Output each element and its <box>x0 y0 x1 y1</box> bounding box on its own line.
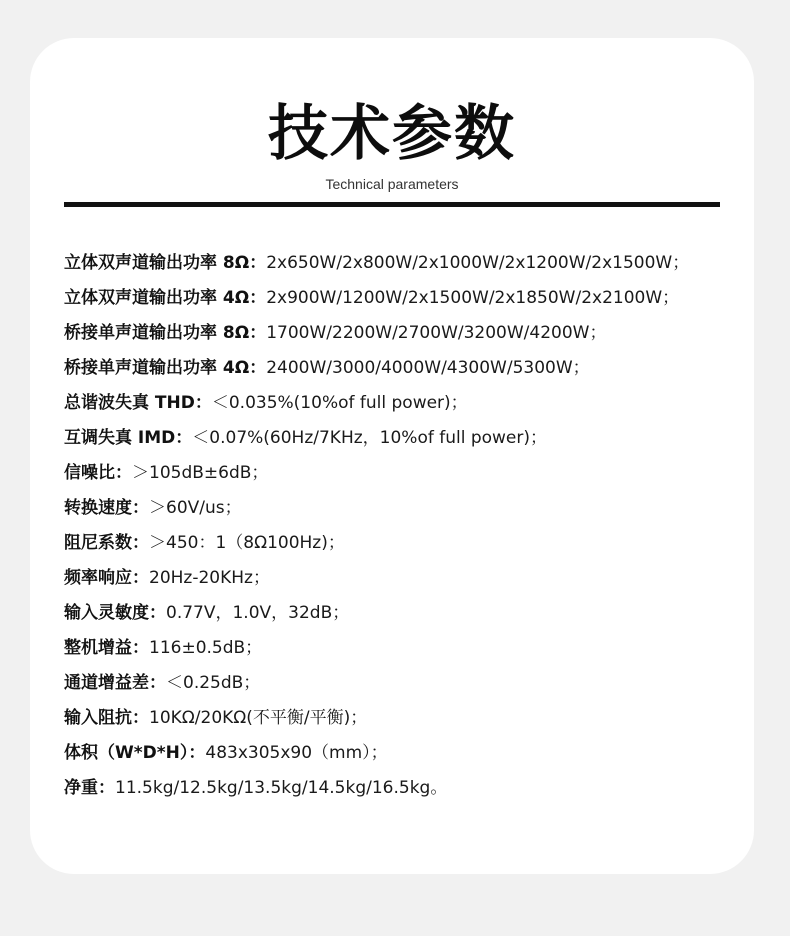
spec-value: ＜0.07%(60Hz/7KHz，10%of full power)； <box>192 428 548 448</box>
spec-label: 互调失真 IMD： <box>64 428 193 448</box>
spec-value: ＞60V/us； <box>149 498 242 518</box>
spec-value: ＜0.035%(10%of full power)； <box>211 393 468 413</box>
spec-label: 信噪比： <box>64 463 132 483</box>
spec-item-imd <box>64 421 744 456</box>
spec-item-slew-rate <box>64 491 744 526</box>
spec-label: 整机增益： <box>64 638 149 658</box>
spec-value: 483x305x90（mm）； <box>205 743 388 763</box>
spec-value: 11.5kg/12.5kg/13.5kg/14.5kg/16.5kg。 <box>115 778 448 798</box>
spec-item-stereo-8ohm <box>64 246 744 281</box>
spec-item-input-sensitivity <box>64 596 744 631</box>
spec-item-bridge-4ohm <box>64 351 744 386</box>
spec-label: 桥接单声道输出功率 4Ω： <box>64 358 267 378</box>
spec-label: 阻尼系数： <box>64 533 149 553</box>
spec-item-dimensions <box>64 736 744 771</box>
spec-item-gain <box>64 631 744 666</box>
spec-value: 0.77V，1.0V，32dB； <box>166 603 350 623</box>
spec-card <box>30 38 754 874</box>
spec-item-frequency-response <box>64 561 744 596</box>
spec-label: 通道增益差： <box>64 673 166 693</box>
spec-label: 转换速度： <box>64 498 149 518</box>
spec-label: 体积（W*D*H）： <box>64 743 206 763</box>
spec-label: 桥接单声道输出功率 8Ω： <box>64 323 267 343</box>
spec-value: 2x900W/1200W/2x1500W/2x1850W/2x2100W； <box>266 288 680 308</box>
spec-label: 频率响应： <box>64 568 149 588</box>
spec-item-stereo-4ohm <box>64 281 744 316</box>
spec-label: 净重： <box>64 778 115 798</box>
spec-value: 2x650W/2x800W/2x1000W/2x1200W/2x1500W； <box>266 253 690 273</box>
spec-item-snr <box>64 456 744 491</box>
page-title: 技术参数 <box>268 99 516 169</box>
spec-item-input-impedance <box>64 701 744 736</box>
title-divider <box>64 202 720 207</box>
spec-value: ＜0.25dB； <box>166 673 261 693</box>
spec-value: 20Hz-20KHz； <box>149 568 270 588</box>
spec-list <box>64 246 744 806</box>
spec-value: 2400W/3000/4000W/4300W/5300W； <box>266 358 590 378</box>
spec-item-thd <box>64 386 744 421</box>
spec-item-net-weight <box>64 771 744 806</box>
spec-label: 立体双声道输出功率 8Ω： <box>64 253 267 273</box>
spec-label: 输入阻抗： <box>64 708 149 728</box>
spec-item-channel-gain-difference <box>64 666 744 701</box>
spec-value: ＞105dB±6dB； <box>132 463 269 483</box>
spec-value: 10KΩ/20KΩ(不平衡/平衡)； <box>149 708 368 728</box>
spec-item-bridge-8ohm <box>64 316 744 351</box>
spec-value: 116±0.5dB； <box>149 638 263 658</box>
spec-label: 立体双声道输出功率 4Ω： <box>64 288 267 308</box>
spec-value: ＞450：1（8Ω100Hz)； <box>149 533 345 553</box>
spec-item-damping-factor <box>64 526 744 561</box>
page-subtitle: Technical parameters <box>325 176 459 192</box>
spec-value: 1700W/2200W/2700W/3200W/4200W； <box>266 323 607 343</box>
spec-label: 总谐波失真 THD： <box>64 393 212 413</box>
spec-label: 输入灵敏度： <box>64 603 166 623</box>
